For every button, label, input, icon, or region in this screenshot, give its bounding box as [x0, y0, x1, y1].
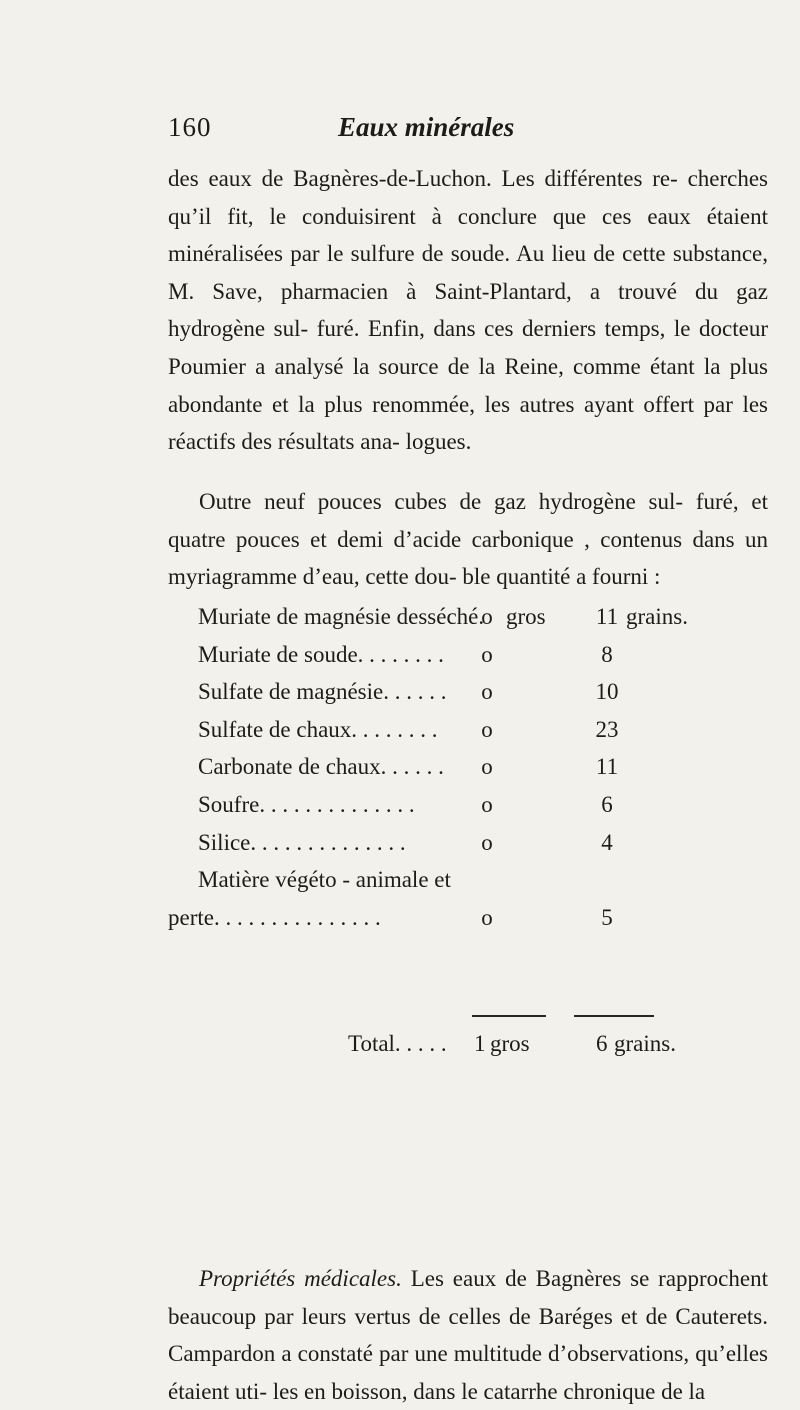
substance-name: Soufre. . . . . . . . . . . . . .	[198, 791, 415, 817]
table-row	[198, 636, 788, 674]
text-line: contenus dans un myriagramme d’eau, cette dou-	[168, 526, 769, 590]
table-row	[168, 899, 788, 937]
text-line: Baréges et de Cauterets. Campardon a constaté par	[168, 1303, 768, 1367]
text-line: à Saint-Plantard, a trouvé du gaz hydrogène sul-	[168, 278, 768, 342]
substance-name: Matière végéto - animale et	[198, 867, 451, 893]
text-line: les en boisson, dans le catarrhe chronique de la	[272, 1378, 706, 1404]
gros-unit: gros	[506, 604, 546, 629]
text-line: Outre neuf pouces cubes de gaz hydrogène sul-	[199, 489, 684, 514]
text-line: logues.	[405, 429, 472, 455]
grains-unit: grains.	[626, 604, 688, 629]
text-line: étant la plus abondante et la plus renommée, les	[168, 353, 768, 417]
table-row	[198, 824, 788, 862]
sum-rule-gros	[472, 1015, 546, 1017]
gros-value: o	[481, 604, 493, 629]
paragraph-medical-properties	[168, 1260, 768, 1410]
total-grains-value: 6	[596, 1031, 608, 1056]
table-row	[198, 861, 788, 899]
substance-name: perte. . . . . . . . . . . . . . .	[168, 904, 381, 930]
total-gros-value: 1	[474, 1031, 486, 1056]
page-header	[168, 112, 788, 152]
total-row	[348, 1025, 788, 1063]
sum-rule-grains	[574, 1015, 654, 1017]
text-line: furé. Enfin, dans ces derniers temps, le docteur	[316, 316, 769, 342]
table-row	[198, 673, 788, 711]
text-line: Les eaux de Bagnères se	[401, 1266, 650, 1291]
text-line: furé, et quatre pouces et demi d’acide carbonique ,	[168, 489, 768, 552]
substance-name: Sulfate de magnésie. . . . . .	[198, 679, 447, 705]
gros-value: o	[481, 829, 493, 855]
section-heading: Propriétés médicales.	[199, 1266, 402, 1291]
substance-name: Carbonate de chaux. . . . . .	[198, 754, 444, 780]
text-line: cherches qu’il fit, le conduisirent à conclure que ces	[168, 166, 769, 229]
paragraph-bagneres-luchon	[168, 160, 768, 461]
text-line: des eaux de Bagnères-de-Luchon. Les différentes re-	[168, 166, 678, 191]
grains-value: 11	[595, 754, 619, 780]
total-label: Total. . . . .	[348, 1031, 447, 1056]
substance-name: Muriate de magnésie desséché.	[198, 604, 485, 629]
total-grains-unit: grains.	[614, 1031, 676, 1056]
text-line: autres ayant offert par les réactifs des résultats ana-	[168, 391, 769, 455]
grains-value: 8	[601, 641, 613, 667]
text-line: une multitude d’observations, qu’elles étaient uti-	[168, 1341, 769, 1404]
grains-value: 11	[595, 604, 619, 629]
paragraph-gas-content	[168, 483, 768, 596]
substance-name: Sulfate de chaux. . . . . . . .	[198, 716, 438, 742]
grains-value: 10	[595, 679, 619, 705]
grains-value: 23	[595, 716, 619, 742]
substance-name: Muriate de soude. . . . . . . .	[198, 641, 444, 667]
text-line: Poumier a analysé la source de la Reine, comme	[168, 353, 641, 379]
text-line: ble quantité a fourni :	[462, 564, 661, 590]
grains-value: 4	[601, 829, 613, 855]
analysis-table	[168, 598, 788, 936]
text-line: eaux étaient minéralisées par le sulfure de soude.	[168, 203, 769, 267]
gros-value: o	[481, 679, 493, 705]
table-row	[198, 711, 788, 749]
total-gros-unit: gros	[490, 1031, 530, 1056]
text-line: rapprochent beaucoup par leurs vertus de celles de	[168, 1266, 768, 1329]
gros-value: o	[481, 716, 493, 742]
gros-value: o	[481, 754, 493, 780]
table-row	[198, 786, 788, 824]
grains-value: 6	[601, 791, 613, 817]
gros-value: o	[481, 904, 493, 930]
gros-value: o	[481, 641, 493, 667]
table-row	[198, 598, 788, 636]
text-line: Au lieu de cette substance, M. Save, pharmacien	[168, 241, 768, 304]
gros-value: o	[481, 791, 493, 817]
page-number: 160	[168, 112, 212, 142]
substance-name: Silice. . . . . . . . . . . . . .	[198, 829, 406, 855]
running-title: Eaux minérales	[338, 112, 515, 142]
grains-value: 5	[601, 904, 613, 930]
table-row	[198, 748, 788, 786]
